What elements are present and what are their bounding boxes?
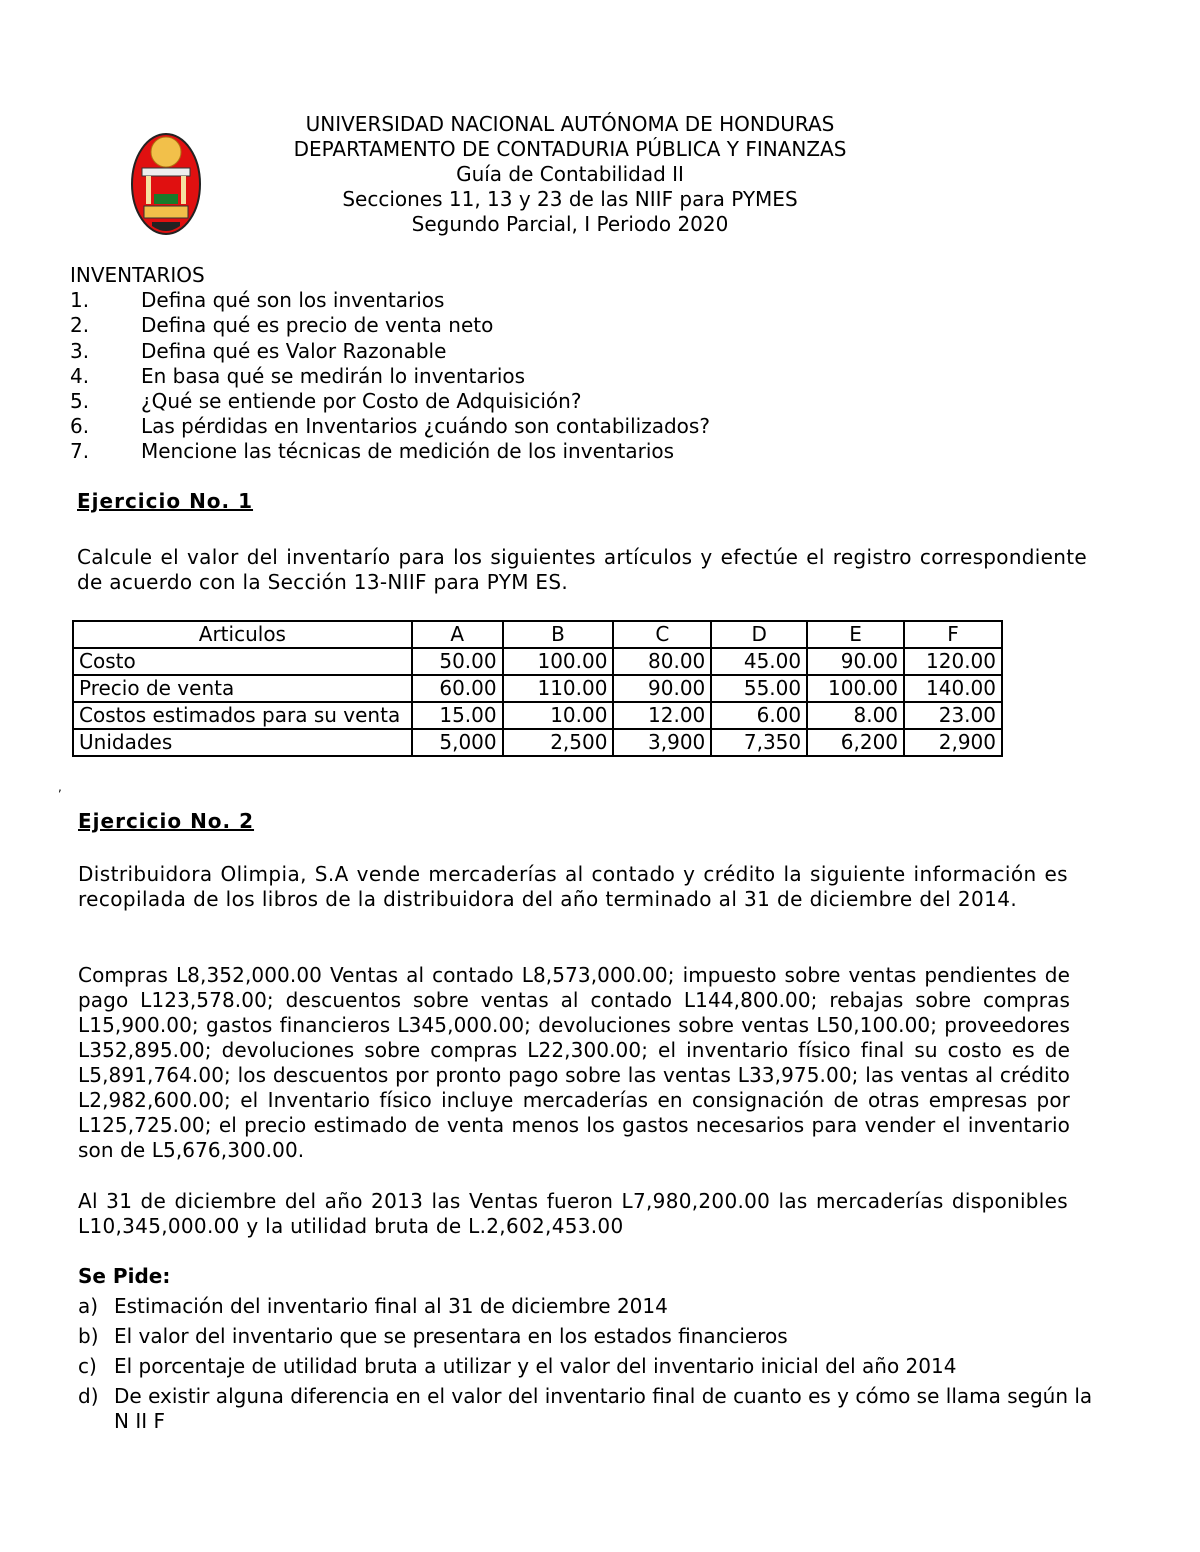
requirements-list <box>78 1291 1093 1434</box>
table-cell: 23.00 <box>904 702 1002 729</box>
item-number: 1. <box>70 288 90 313</box>
university-name: UNIVERSIDAD NACIONAL AUTÓNOMA DE HONDURAS <box>305 112 835 136</box>
list-item <box>70 439 710 464</box>
table-cell: 100.00 <box>807 675 904 702</box>
column-header: F <box>904 621 1002 648</box>
table-row <box>73 729 1002 756</box>
list-item <box>70 339 710 364</box>
articles-table <box>72 620 1003 757</box>
table-cell: 45.00 <box>711 648 807 675</box>
item-number: 6. <box>70 414 90 439</box>
table-header-row <box>73 621 1002 648</box>
table-cell: 3,900 <box>613 729 711 756</box>
item-text: Defina qué es precio de venta neto <box>141 313 494 338</box>
table-cell: 90.00 <box>613 675 711 702</box>
table-cell: 10.00 <box>503 702 614 729</box>
guide-title: Guía de Contabilidad II <box>456 162 684 186</box>
item-text: Defina qué son los inventarios <box>141 288 445 313</box>
item-number: 4. <box>70 363 90 388</box>
column-header: A <box>412 621 503 648</box>
item-letter: d) <box>78 1384 99 1408</box>
list-item <box>70 313 710 338</box>
inventarios-section <box>70 263 710 465</box>
item-number: 7. <box>70 439 90 464</box>
table-cell: 15.00 <box>412 702 503 729</box>
item-text: Estimación del inventario final al 31 de diciembre 2014 <box>114 1294 668 1318</box>
item-letter: a) <box>78 1294 99 1318</box>
item-number: 5. <box>70 389 90 414</box>
table-cell: 2,900 <box>904 729 1002 756</box>
list-item <box>78 1321 1093 1351</box>
department-name: DEPARTAMENTO DE CONTADURIA PÚBLICA Y FINANZAS <box>293 137 847 161</box>
exercise-2-prior-year: Al 31 de diciembre del año 2013 las Ventas fueron L7,980,200.00 las mercaderías disponibles L10,345,000.00 y la utilidad bruta de L.2,602,453.00 <box>78 1189 1068 1238</box>
table-cell: 55.00 <box>711 675 807 702</box>
table-cell: 6,200 <box>807 729 904 756</box>
section-title: INVENTARIOS <box>70 263 205 287</box>
list-item <box>70 414 710 439</box>
list-item <box>70 389 710 414</box>
table-row <box>73 648 1002 675</box>
item-text: Defina qué es Valor Razonable <box>141 338 447 363</box>
table-row <box>73 675 1002 702</box>
exam-period: Segundo Parcial, I Periodo 2020 <box>411 212 729 236</box>
column-header: E <box>807 621 904 648</box>
item-text: El porcentaje de utilidad bruta a utilizar y el valor del inventario inicial del año 2014 <box>114 1354 957 1378</box>
column-header: C <box>613 621 711 648</box>
item-number: 3. <box>70 338 90 363</box>
exercise-2-intro: Distribuidora Olimpia, S.A vende mercaderías al contado y crédito la siguiente información es recopilada de los libros de la distribuidora del año terminado al 31 de diciembre del 2014. <box>78 862 1068 911</box>
table-cell: 5,000 <box>412 729 503 756</box>
item-text: ¿Qué se entiende por Costo de Adquisición? <box>141 389 582 414</box>
exercise-2-data: Compras L8,352,000.00 Ventas al contado L8,573,000.00; impuesto sobre ventas pendientes de pago L123,578.00; descuentos sobre ventas al contado L144,800.00; rebajas sobre compras L15,900.00; gastos financieros L345,000.00; devoluciones sobre ventas L50,100.00; proveedores L352,895.00; devoluciones sobre compras L22,300.00; el inventario físico final su costo es de L5,891,764.00; los descuentos por pronto pago sobre las ventas L33,975.00; las ventas al crédito L2,982,600.00; el Inventario físico incluye mercaderías en consignación de otras empresas por L125,725.00; el precio estimado de venta menos los gastos necesarios para vender el inventario son de L5,676,300.00. <box>78 963 1070 1162</box>
table-cell: 80.00 <box>613 648 711 675</box>
item-text: En basa qué se medirán lo inventarios <box>141 363 526 388</box>
item-number: 2. <box>70 313 90 338</box>
exercise-1-text: Calcule el valor del inventarío para los siguientes artículos y efectúe el registro correspondiente de acuerdo con la Sección 13-NIIF para PYM ES. <box>77 545 1087 594</box>
document-header <box>170 112 970 237</box>
list-item <box>78 1381 1093 1434</box>
table-cell: 50.00 <box>412 648 503 675</box>
column-header: B <box>503 621 614 648</box>
table-cell: 2,500 <box>503 729 614 756</box>
column-header: D <box>711 621 807 648</box>
table-cell: 60.00 <box>412 675 503 702</box>
item-text: El valor del inventario que se presentara en los estados financieros <box>114 1324 788 1348</box>
table-cell: 90.00 <box>807 648 904 675</box>
exercise-2-title: Ejercicio No. 2 <box>78 809 255 833</box>
row-label: Precio de venta <box>73 675 412 702</box>
table-row <box>73 702 1002 729</box>
list-item <box>70 364 710 389</box>
table-cell: 110.00 <box>503 675 614 702</box>
table-cell: 140.00 <box>904 675 1002 702</box>
table-cell: 120.00 <box>904 648 1002 675</box>
se-pide-heading: Se Pide: <box>78 1264 171 1288</box>
item-text: Las pérdidas en Inventarios ¿cuándo son contabilizados? <box>141 414 710 439</box>
row-label: Costos estimados para su venta <box>73 702 412 729</box>
table-cell: 100.00 <box>503 648 614 675</box>
list-item <box>78 1291 1093 1321</box>
sections-title: Secciones 11, 13 y 23 de las NIIF para PYMES <box>342 187 798 211</box>
item-text: De existir alguna diferencia en el valor del inventario final de cuanto es y cómo se llama según la N II F <box>114 1384 1093 1433</box>
row-label: Costo <box>73 648 412 675</box>
exercise-1-title: Ejercicio No. 1 <box>77 489 254 513</box>
item-text: Mencione las técnicas de medición de los inventarios <box>141 439 675 464</box>
table-cell: 8.00 <box>807 702 904 729</box>
column-header: Articulos <box>73 621 412 648</box>
table-cell: 7,350 <box>711 729 807 756</box>
table-cell: 6.00 <box>711 702 807 729</box>
table-cell: 12.00 <box>613 702 711 729</box>
item-letter: c) <box>78 1354 97 1378</box>
list-item <box>70 288 710 313</box>
list-item <box>78 1351 1093 1381</box>
stray-mark: , <box>58 780 62 794</box>
row-label: Unidades <box>73 729 412 756</box>
item-letter: b) <box>78 1324 99 1348</box>
